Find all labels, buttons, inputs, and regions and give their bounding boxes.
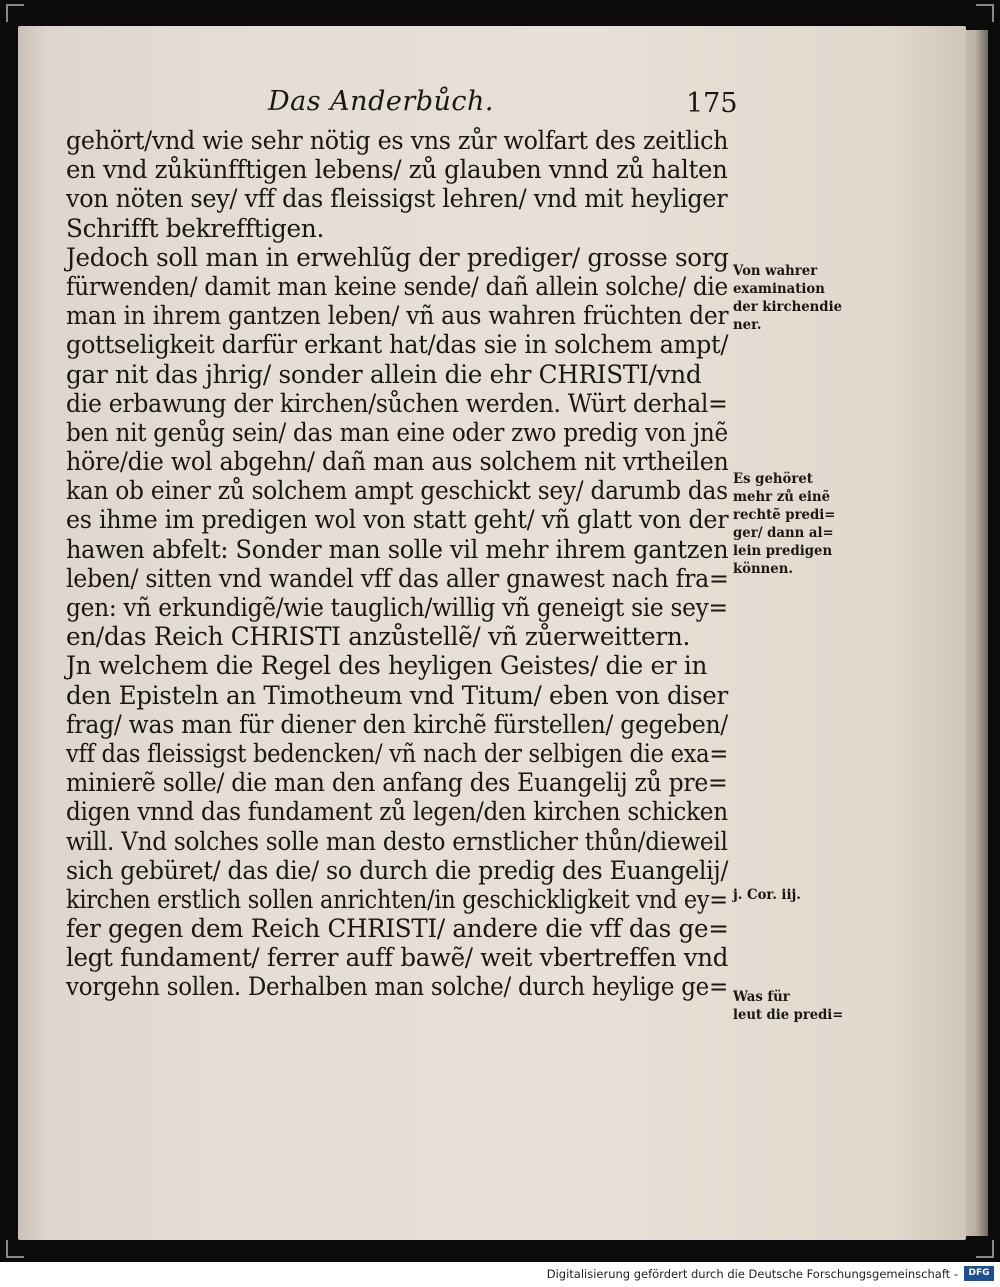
margin-note-corinthians — [733, 886, 845, 904]
text-line: den Episteln an Timotheum vnd Titum/ eben von diser — [66, 680, 728, 710]
text-line: vff das fleissigst bedencken/ vñ nach der selbigen die exa= — [66, 738, 728, 768]
margin-note-line: können. — [733, 561, 793, 577]
margin-note-line: Von wahrer — [733, 263, 818, 279]
margin-note-line: ger/ dann al= — [733, 525, 834, 541]
text-line: ben nit genůg sein/ das man eine oder zwo predig von jnẽ — [66, 417, 728, 447]
margin-note-line: mehr zů einẽ — [733, 489, 831, 505]
main-text-block — [66, 126, 736, 1002]
margin-note-line: examination — [733, 281, 825, 297]
page-number: 175 — [686, 88, 738, 119]
text-line: legt fundament/ ferrer auff bawẽ/ weit vbertreffen vnd — [66, 943, 729, 973]
text-line: fer gegen dem Reich CHRISTI/ andere die vff das ge= — [66, 914, 729, 944]
dfg-logo: DFG — [964, 1266, 994, 1281]
text-line: digen vnnd das fundament zů legen/den kirchen schicken — [66, 797, 728, 827]
text-line: en vnd zůkünfftigen lebens/ zů glauben vnnd zů halten — [66, 155, 728, 185]
text-line: gar nit das jhrig/ sonder allein die ehr CHRISTI/vnd — [66, 359, 702, 389]
text-line: gehört/vnd wie sehr nötig es vns zůr wolfart des zeitlich — [66, 126, 729, 155]
text-line: frag/ was man für diener den kirchẽ fürstellen/ gegeben/ — [66, 709, 728, 739]
crop-mark-top-right — [976, 4, 994, 22]
margin-note-line: ner. — [733, 317, 762, 333]
text-line: man in ihrem gantzen leben/ vñ aus wahren früchten der — [66, 301, 729, 331]
margin-note-line: j. Cor. iij. — [733, 887, 801, 903]
footer-bar — [0, 1262, 1000, 1287]
margin-note-line: rechtẽ predi= — [733, 507, 836, 523]
text-line: von nöten sey/ vff das fleissigst lehren/ vnd mit heyliger — [66, 184, 728, 214]
text-line: kan ob einer zů solchem ampt geschickt sey/ darumb das — [66, 476, 728, 506]
margin-note-line: Es gehöret — [733, 471, 813, 487]
running-head: Das Anderbůch. — [268, 86, 495, 117]
text-line: hawen abfelt: Sonder man solle vil mehr ihrem gantzen — [66, 534, 729, 564]
margin-note-line: lein predigen — [733, 543, 833, 559]
text-line: die erbawung der kirchen/sůchen werden. Würt derhal= — [66, 388, 728, 418]
text-line: will. Vnd solches solle man desto ernstlicher thůn/dieweil — [66, 826, 728, 856]
text-line: minierẽ solle/ die man den anfang des Euangelij zů pre= — [66, 768, 728, 798]
margin-note-examination — [733, 262, 845, 334]
margin-note-line: leut die predi= — [733, 1007, 844, 1023]
margin-note-preacher — [733, 470, 845, 578]
crop-mark-top-left — [6, 4, 24, 22]
text-line: vorgehn sollen. Derhalben man solche/ durch heylige ge= — [66, 972, 728, 1002]
text-line: Jedoch soll man in erwehlũg der prediger/ grosse sorg — [66, 242, 729, 272]
margin-note-line: der kirchendie — [733, 299, 843, 315]
text-line: leben/ sitten vnd wandel vff das aller gnawest nach fra= — [66, 563, 729, 593]
funding-credit: Digitalisierung gefördert durch die Deutsche Forschungsgemeinschaft - — [546, 1267, 958, 1281]
text-line: es ihme im predigen wol von statt geht/ vñ glatt von der — [66, 505, 729, 535]
text-line: höre/die wol abgehn/ dañ man aus solchem nit vrtheilen — [66, 447, 729, 477]
text-line: fürwenden/ damit man keine sende/ dañ allein solche/ die — [66, 271, 728, 301]
text-line: Schrifft bekrefftigen. — [66, 213, 325, 243]
text-line: en/das Reich CHRISTI anzůstellẽ/ vñ zůerweittern. — [66, 622, 691, 652]
text-line: gen: vñ erkundigẽ/wie tauglich/willig vñ geneigt sie sey= — [66, 593, 728, 622]
crop-mark-bottom-left — [6, 1240, 24, 1258]
margin-note-line: Was für — [733, 989, 790, 1005]
text-line: gottseligkeit darfür erkant hat/das sie in solchem ampt/ — [66, 330, 729, 360]
margin-note-which-people — [733, 988, 845, 1024]
crop-mark-bottom-right — [976, 1240, 994, 1258]
text-line: sich gebüret/ das die/ so durch die predig des Euangelij/ — [66, 855, 729, 885]
text-line: Jn welchem die Regel des heyligen Geistes/ die er in — [66, 651, 708, 681]
text-line: kirchen erstlich sollen anrichten/in geschickligkeit vnd ey= — [66, 884, 728, 914]
